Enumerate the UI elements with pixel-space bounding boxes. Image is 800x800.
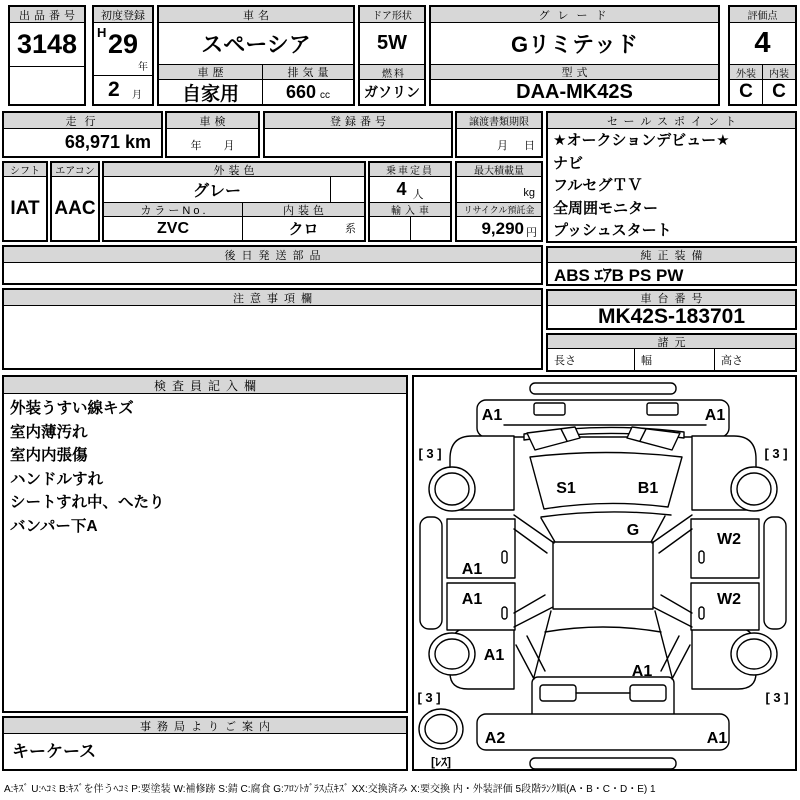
hood-panel (530, 453, 682, 510)
interior-label: 内装 (762, 64, 795, 80)
model-value: DAA-MK42S (516, 80, 633, 103)
mileage-value: 68,971 km (64, 132, 151, 152)
history-label: 車歴 (159, 64, 262, 80)
inspector-notes (10, 397, 406, 697)
office-box (2, 716, 408, 771)
inspector-box (2, 375, 408, 713)
first-registration-box (92, 5, 154, 106)
mileage-label: 走行 (4, 113, 161, 129)
recycle-label: リサイクル預託金 (457, 202, 541, 217)
damage-diagram-box (412, 375, 797, 771)
legend-text: A:ｷｽﾞ U:ﾍｺﾐ B:ｷｽﾞを伴うﾍｺﾐ P:要塗装 W:補修跡 S:錆 C:腐食 G:ﾌﾛﾝﾄｶﾞﾗｽ点ｷｽﾞ XX:交換済み X:要交換 内・外装評価 5段階ﾗﾝｸ順(A・B・C・D・E) 1 (4, 784, 656, 795)
damage-mark-hood-left: S1 (556, 480, 576, 497)
month-value: 2 (108, 78, 120, 101)
caution-empty (4, 306, 541, 368)
spec-height-label: 高さ (714, 349, 795, 370)
exterior-color-value: グレー (192, 183, 241, 200)
auction-no-label: 出品番号 (10, 7, 84, 23)
sales-point-item: プッシュスタート (553, 222, 672, 240)
aircon-value: AAC (54, 197, 96, 219)
tire-mark-front-right: [ 3 ] (764, 446, 788, 461)
first-registration-year (94, 23, 152, 75)
spare-tire-mark: [ﾚｽ] (431, 755, 451, 769)
equipment-value: ABS ｴｱB PS PW (554, 266, 684, 285)
auction-no-box (8, 5, 86, 106)
sales-points-box (546, 111, 797, 243)
spec-width-label: 幅 (634, 349, 714, 370)
displacement-unit: cc (320, 89, 331, 101)
chassis-no-label: 車台番号 (548, 291, 795, 306)
displacement-label: 排気量 (262, 64, 353, 80)
model-label: 型式 (431, 64, 718, 80)
first-registration-month (94, 75, 152, 104)
auction-no-value: 3148 (16, 29, 78, 59)
inspection-label: 車検 (167, 113, 258, 129)
tail-lamp-left (540, 685, 576, 701)
sales-point-item: フルセグＴＶ (553, 177, 643, 195)
equipment-box (546, 246, 797, 286)
max-load-label: 最大積載量 (457, 163, 541, 177)
tire-mark-front-left: [ 3 ] (418, 446, 442, 461)
door-handle (502, 551, 507, 563)
interior-color-suffix: 系 (345, 223, 356, 235)
interior-color-name: クロ (288, 221, 319, 238)
displacement-value (262, 80, 353, 104)
damage-mark-left-rear-quarter: A1 (483, 647, 505, 664)
damage-mark-right-rear-door: W2 (717, 591, 741, 608)
spec-length-label: 長さ (554, 354, 576, 367)
inspection-value (167, 129, 258, 156)
year-value: 29 (108, 29, 139, 59)
tire-mark-rear-left: [ 3 ] (417, 690, 441, 705)
caution-box (2, 288, 543, 370)
door-front-right (691, 519, 759, 578)
grade-value: Gリミテッド (510, 32, 639, 57)
damage-mark-right-front-door: W2 (717, 531, 741, 548)
interior-color-label: 内装色 (242, 202, 364, 217)
damage-mark-front-bumper-left: A1 (481, 407, 503, 424)
auction-no-empty-cell (10, 66, 84, 104)
sill-right (764, 517, 786, 629)
sales-point-item: ★オークションデビュー★ (553, 132, 730, 149)
later-parts-empty (4, 263, 541, 283)
registration-no-label: 登録番号 (265, 113, 451, 129)
color-no-value: ZVC (157, 219, 189, 237)
sales-point-item: ナビ (553, 154, 584, 172)
office-note: キーケース (12, 742, 97, 761)
interior-color-value (242, 217, 364, 240)
later-parts-box (2, 245, 543, 285)
import-empty-cell (370, 217, 410, 240)
inspection-month-placeholder: 月 (223, 140, 235, 152)
later-parts-label: 後日発送部品 (4, 247, 541, 263)
era-letter: H (97, 25, 107, 40)
car-name-label: 車名 (159, 7, 353, 23)
first-registration-label: 初度登録 (94, 7, 152, 23)
max-load-value: kg (523, 187, 535, 199)
door-shape-label: ドア形状 (360, 7, 424, 23)
aircon-box (50, 161, 100, 242)
month-suffix: 月 (132, 90, 142, 101)
damage-mark-rear-bumper-left: A2 (484, 730, 506, 747)
recycle-value (457, 217, 541, 240)
registration-no-box (263, 111, 453, 158)
interior-grade: C (762, 80, 795, 104)
grade-label: グレード (431, 7, 718, 23)
inspector-note: シートすれ中、へたり (10, 494, 165, 511)
inspector-label: 検査員記入欄 (4, 377, 406, 394)
damage-mark-left-rear-door: A1 (461, 591, 483, 608)
car-diagram (414, 377, 795, 769)
tire-mark-rear-right: [ 3 ] (765, 690, 789, 705)
headlight-right (647, 403, 678, 415)
damage-mark-front-bumper-right: A1 (704, 407, 726, 424)
tail-lamp-right (630, 685, 666, 701)
shift-value: IAT (10, 197, 40, 219)
damage-mark-windshield: G (626, 522, 640, 539)
car-name-value: スペーシア (201, 32, 311, 57)
recycle-unit: 円 (526, 226, 537, 239)
roof-panel (553, 542, 653, 609)
sill-left (420, 517, 442, 629)
transfer-deadline-value (457, 129, 541, 156)
inspector-note: 室内薄汚れ (10, 423, 88, 441)
color-no-label: カラーNo. (104, 202, 242, 217)
color-box (102, 161, 366, 242)
door-handle (699, 551, 704, 563)
front-bumper-strip (530, 383, 676, 394)
fuel-value: ガソリン (364, 84, 420, 100)
inspector-note: バンパー下A (10, 517, 98, 535)
headlight-left (534, 403, 565, 415)
chassis-no-box (546, 289, 797, 330)
inspector-note: 外装うすい線キズ (10, 400, 134, 417)
equipment-label: 純正装備 (548, 248, 795, 263)
exterior-color-empty-cell (330, 177, 364, 202)
capacity-unit: 人 (412, 188, 424, 201)
exterior-color-label: 外装色 (104, 163, 364, 177)
exterior-grade: C (739, 81, 753, 102)
door-shape-box (358, 5, 426, 106)
shift-label: シフト (4, 163, 46, 177)
damage-mark-left-front-door: A1 (461, 561, 483, 578)
rear-bumper (477, 714, 729, 750)
aircon-label: エアコン (52, 163, 98, 177)
registration-no-value (265, 129, 451, 156)
inspection-year-placeholder: 年 (190, 140, 202, 152)
door-handle (502, 607, 507, 619)
import-label: 輸入車 (370, 202, 450, 217)
damage-mark-rear-bumper-right: A1 (706, 730, 728, 747)
door-shape-value: 5W (377, 32, 407, 54)
chassis-no-value: MK42S-183701 (597, 305, 746, 328)
year-suffix: 年 (138, 62, 148, 73)
damage-mark-rear-gate: A1 (631, 663, 653, 680)
recycle-amount: 9,290 (481, 218, 524, 238)
capacity-box (368, 161, 452, 242)
sales-point-item: 全周囲モニター (553, 199, 659, 217)
capacity-label: 乗車定員 (370, 163, 450, 177)
rear-bumper-strip (530, 758, 676, 769)
office-label: 事務局よりご案内 (4, 718, 406, 734)
import-empty-cell (410, 217, 450, 240)
caution-label: 注意事項欄 (4, 290, 541, 306)
grade-box (429, 5, 720, 106)
specs-label: 諸元 (548, 335, 795, 349)
transfer-day-placeholder: 日 (524, 140, 535, 152)
transfer-deadline-label: 譲渡書類期限 (457, 113, 541, 129)
sales-points-list (548, 130, 795, 241)
transfer-deadline-box (455, 111, 543, 158)
door-handle (699, 607, 704, 619)
damage-mark-hood-right: B1 (637, 480, 659, 497)
capacity-number: 4 (396, 179, 407, 199)
inspector-note: ハンドルすれ (10, 470, 104, 488)
car-name-box (157, 5, 355, 106)
inspection-box (165, 111, 260, 158)
fuel-label: 燃料 (360, 64, 424, 80)
capacity-value (370, 177, 450, 202)
displacement-number: 660 (285, 81, 317, 102)
score-box (728, 5, 797, 106)
history-value: 自家用 (181, 83, 239, 105)
score-value: 4 (754, 27, 771, 59)
shift-box (2, 161, 48, 242)
score-label: 評価点 (730, 7, 795, 23)
transfer-month-placeholder: 月 (497, 140, 508, 152)
specs-box (546, 333, 797, 372)
inspector-note: 室内内張傷 (10, 447, 88, 464)
mileage-box (2, 111, 163, 158)
sales-points-label: セールスポイント (548, 113, 795, 129)
exterior-label: 外装 (730, 64, 762, 80)
max-load-box (455, 161, 543, 242)
